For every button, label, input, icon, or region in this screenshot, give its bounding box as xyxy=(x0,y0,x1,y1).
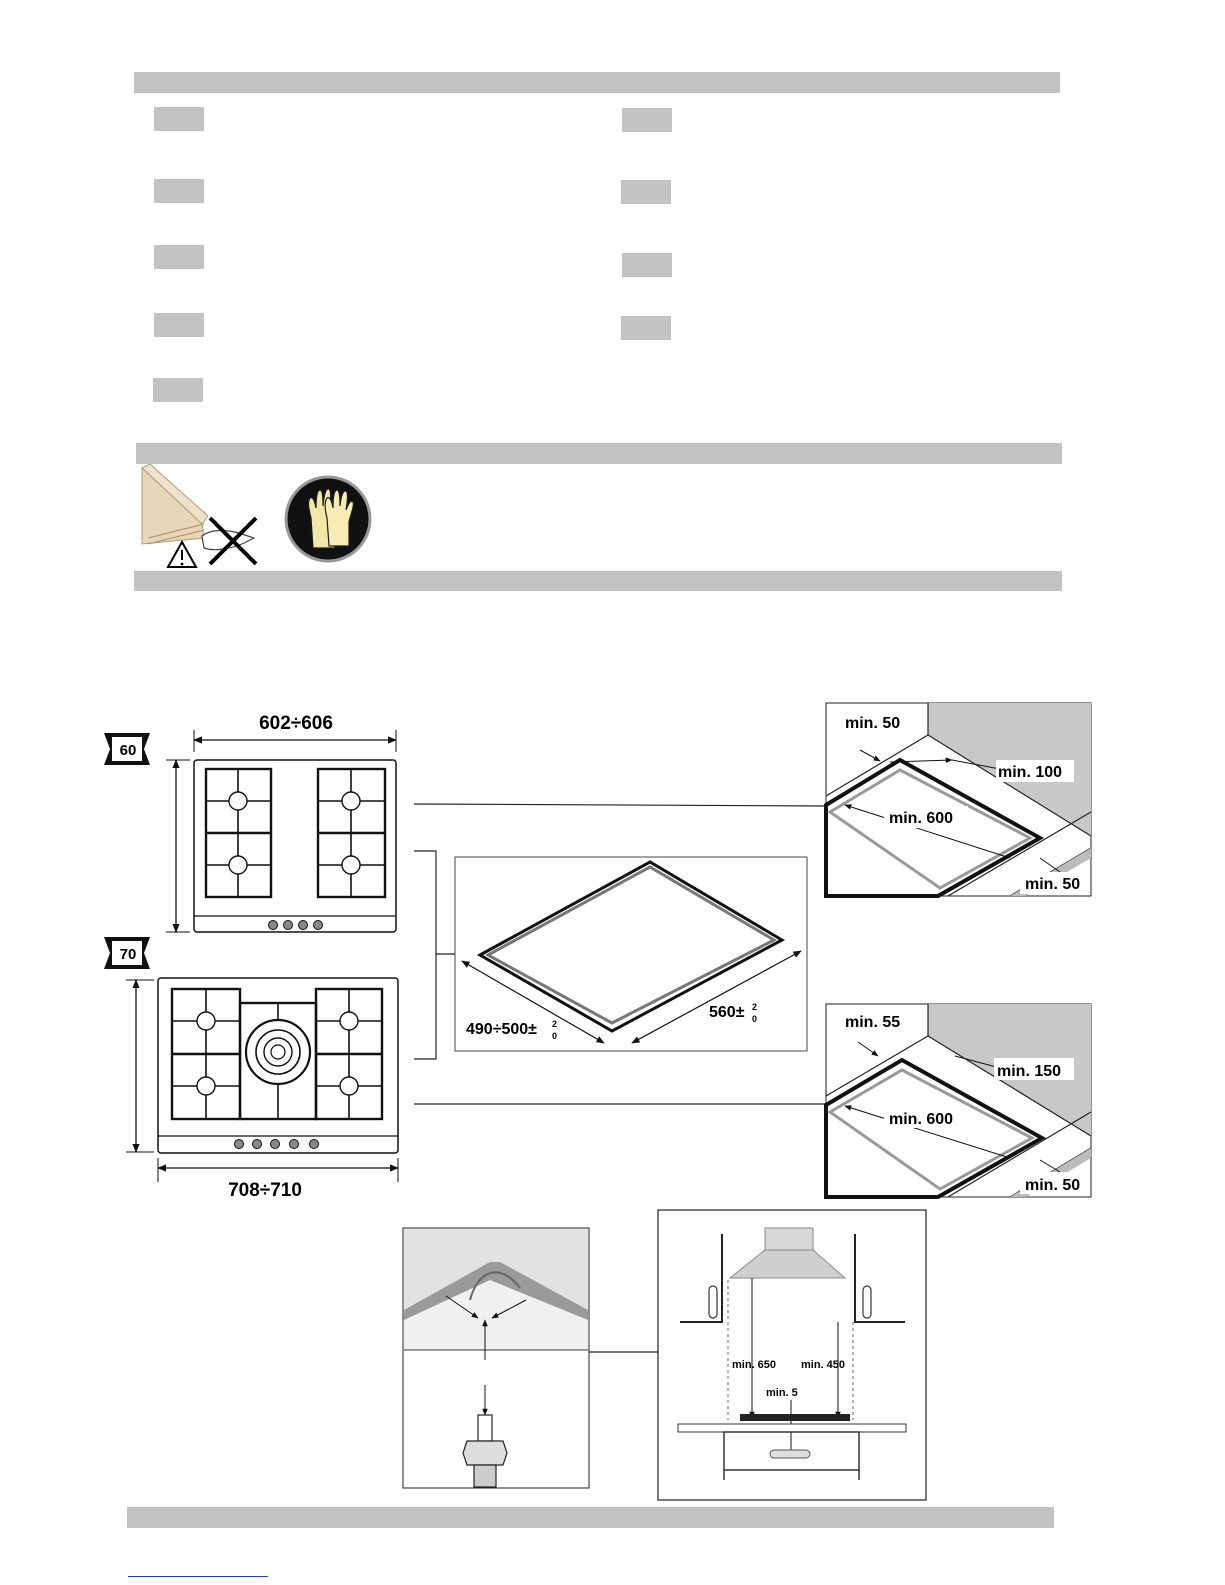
clearance-60-back: min. 50 xyxy=(845,715,901,732)
size-badge-70-text: 70 xyxy=(119,946,137,963)
sharp-edge-warning-illustration xyxy=(138,464,273,572)
cutout-depth-label: 490÷500± xyxy=(466,1021,537,1038)
hood-gap-clearance: min. 5 xyxy=(766,1387,798,1399)
clearance-70-back: min. 55 xyxy=(845,1014,901,1031)
clearance-panel-70 xyxy=(826,1004,1091,1197)
label-tag xyxy=(621,180,671,204)
safety-header-bar xyxy=(136,443,1062,464)
cutout-width-tol-bottom: 0 xyxy=(752,1014,758,1024)
hob-70-width-label: 708÷710 xyxy=(228,1180,302,1201)
cutout-depth-tol-top: 2 xyxy=(552,1019,558,1029)
warning-triangle-icon xyxy=(168,542,196,567)
fixing-bracket-panel xyxy=(403,1228,589,1488)
footer-link-underline[interactable] xyxy=(128,1576,268,1577)
label-tag xyxy=(154,313,204,337)
size-badge-60 xyxy=(104,733,150,765)
clearance-70-front-wall: min. 600 xyxy=(889,1111,954,1128)
safety-footer-bar xyxy=(134,571,1062,591)
label-tag xyxy=(154,107,204,131)
label-tag xyxy=(622,108,672,132)
label-tag xyxy=(154,245,204,269)
clearance-60-front: min. 50 xyxy=(1025,876,1081,893)
label-tag xyxy=(622,253,672,277)
clearance-70-front: min. 50 xyxy=(1025,1177,1081,1194)
label-tag xyxy=(153,378,203,402)
size-badge-70 xyxy=(104,937,150,969)
hob-70-drawing xyxy=(126,978,398,1182)
page-footer-bar xyxy=(127,1507,1054,1528)
label-tag xyxy=(154,179,204,203)
section-header-bar xyxy=(134,72,1060,93)
hob-60-width-label: 602÷606 xyxy=(259,713,333,734)
hood-left-clearance: min. 650 xyxy=(732,1359,777,1371)
protective-gloves-icon xyxy=(283,474,373,564)
no-touch-hand-icon xyxy=(202,518,256,564)
cutout-depth-tol-bottom: 0 xyxy=(552,1031,558,1041)
size-badge-60-text: 60 xyxy=(119,742,137,759)
label-tag xyxy=(621,316,671,340)
cutout-width-label: 560± xyxy=(709,1004,745,1021)
installation-diagram xyxy=(0,690,1225,1510)
hood-right-clearance: min. 450 xyxy=(801,1359,846,1371)
hob-60-drawing xyxy=(166,730,396,932)
clearance-70-side: min. 150 xyxy=(997,1063,1062,1080)
hood-clearance-panel xyxy=(658,1210,926,1500)
cutout-width-tol-top: 2 xyxy=(752,1002,758,1012)
clearance-60-front-wall: min. 600 xyxy=(889,810,954,827)
clearance-60-side: min. 100 xyxy=(998,764,1063,781)
